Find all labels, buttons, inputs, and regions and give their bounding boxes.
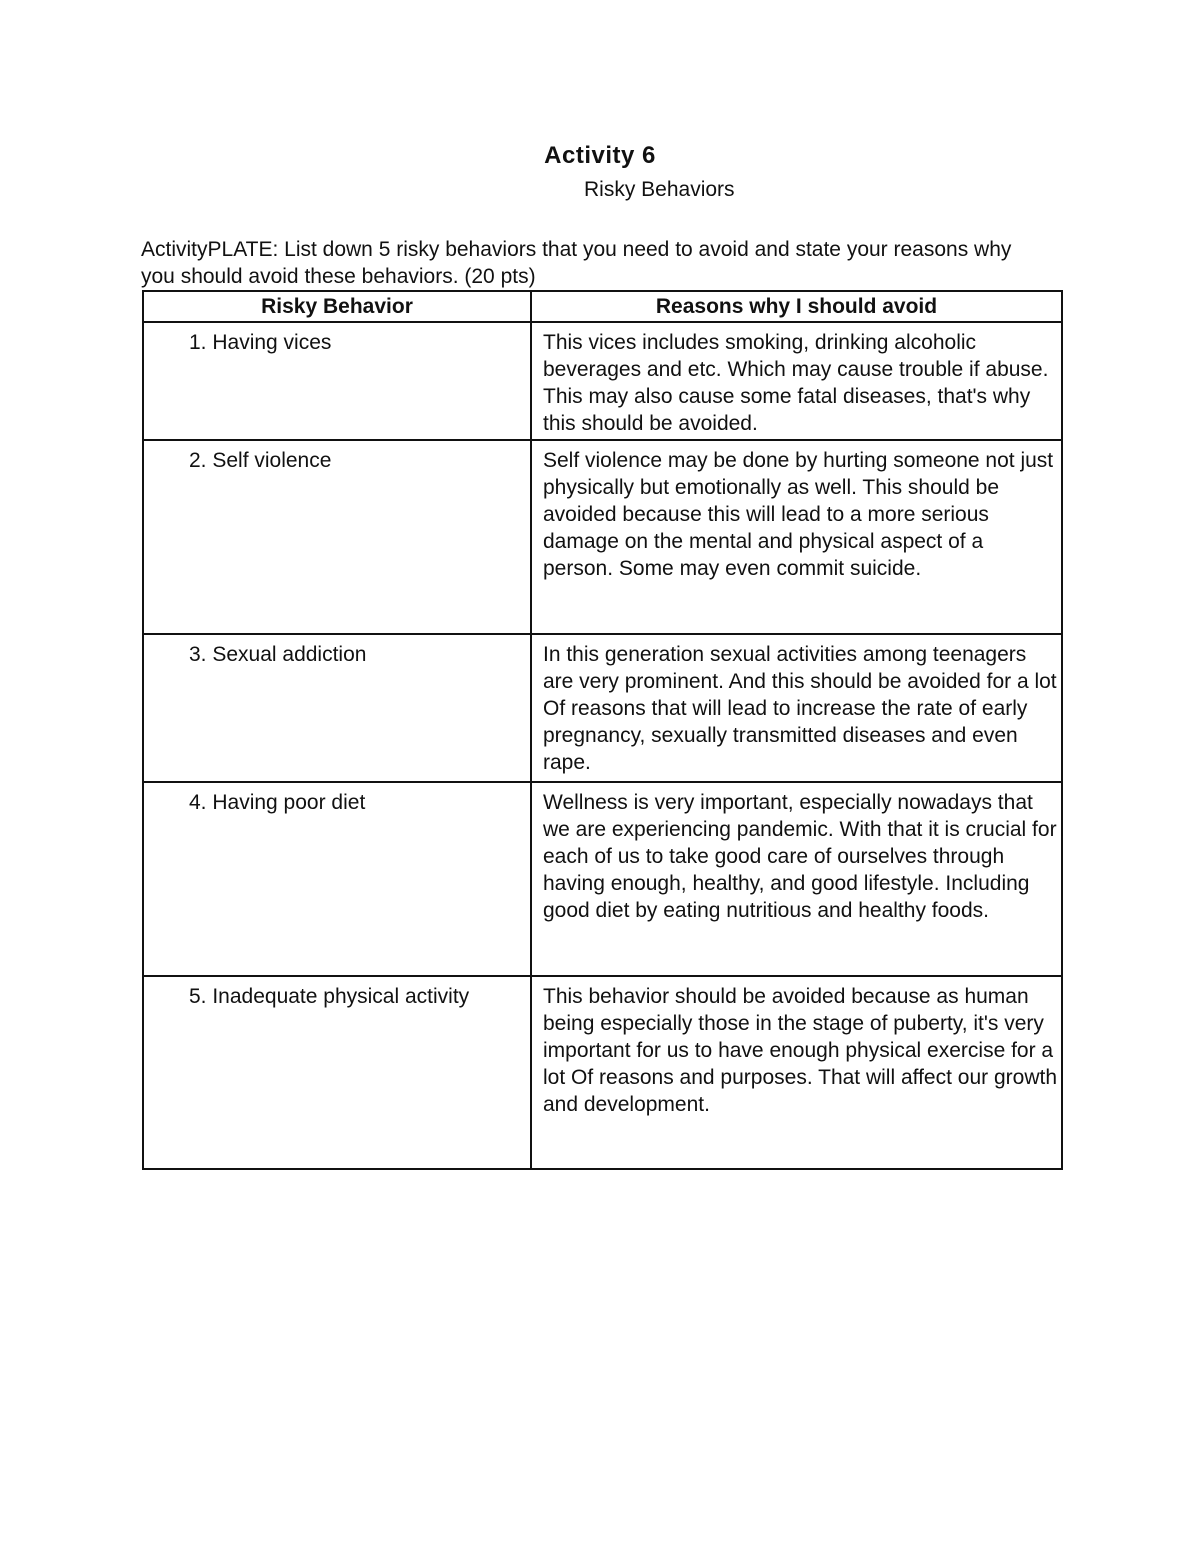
reason-cell xyxy=(531,976,1062,1169)
table-row xyxy=(143,322,1062,440)
page-title: Activity 6 xyxy=(544,142,656,169)
behavior-text: 2. Self violence xyxy=(189,449,332,472)
behavior-cell xyxy=(143,322,531,440)
column-header-reasons: Reasons why I should avoid xyxy=(531,291,1062,322)
activity-instructions: ActivityPLATE: List down 5 risky behaviors that you need to avoid and state your reasons why you should avoid these behaviors. (20 pts) xyxy=(141,238,1012,288)
risky-behaviors-table xyxy=(142,290,1063,1170)
table-row xyxy=(143,976,1062,1169)
reason-cell xyxy=(531,634,1062,782)
table-header-row xyxy=(143,291,1062,322)
reason-text: This behavior should be avoided because as human being especially those in the stage of puberty, it's very important for us to have enough physical exercise for a lot Of reasons and purposes. That will affect our growth and development. xyxy=(543,985,1057,1116)
table-row xyxy=(143,634,1062,782)
behavior-text: 5. Inadequate physical activity xyxy=(189,985,470,1008)
behavior-text: 3. Sexual addiction xyxy=(189,643,367,666)
reason-text: This vices includes smoking, drinking alcoholic beverages and etc. Which may cause trouble if abuse. This may also cause some fatal diseases, that's why this should be avoided. xyxy=(543,331,1049,435)
page-subtitle: Risky Behaviors xyxy=(584,178,735,201)
behavior-cell xyxy=(143,782,531,976)
table-row xyxy=(143,782,1062,976)
reason-cell xyxy=(531,322,1062,440)
behavior-text: 4. Having poor diet xyxy=(189,791,366,814)
column-header-risky-behavior: Risky Behavior xyxy=(143,291,531,322)
reason-cell xyxy=(531,782,1062,976)
table-row xyxy=(143,440,1062,634)
behavior-cell xyxy=(143,440,531,634)
reason-text: In this generation sexual activities among teenagers are very prominent. And this should be avoided for a lot Of reasons that will lead to increase the rate of early pregnancy, sexually transmitted diseases and even rape. xyxy=(543,643,1057,774)
reason-text: Wellness is very important, especially nowadays that we are experiencing pandemic. With that it is crucial for each of us to take good care of ourselves through having enough, healthy, and good lifestyle. Including good diet by eating nutritious and healthy foods. xyxy=(543,791,1057,922)
behavior-text: 1. Having vices xyxy=(189,331,332,354)
reason-cell xyxy=(531,440,1062,634)
behavior-cell xyxy=(143,634,531,782)
reason-text: Self violence may be done by hurting someone not just physically but emotionally as well. This should be avoided because this will lead to a more serious damage on the mental and physical aspect of a person. Some may even commit suicide. xyxy=(543,449,1054,580)
behavior-cell xyxy=(143,976,531,1169)
